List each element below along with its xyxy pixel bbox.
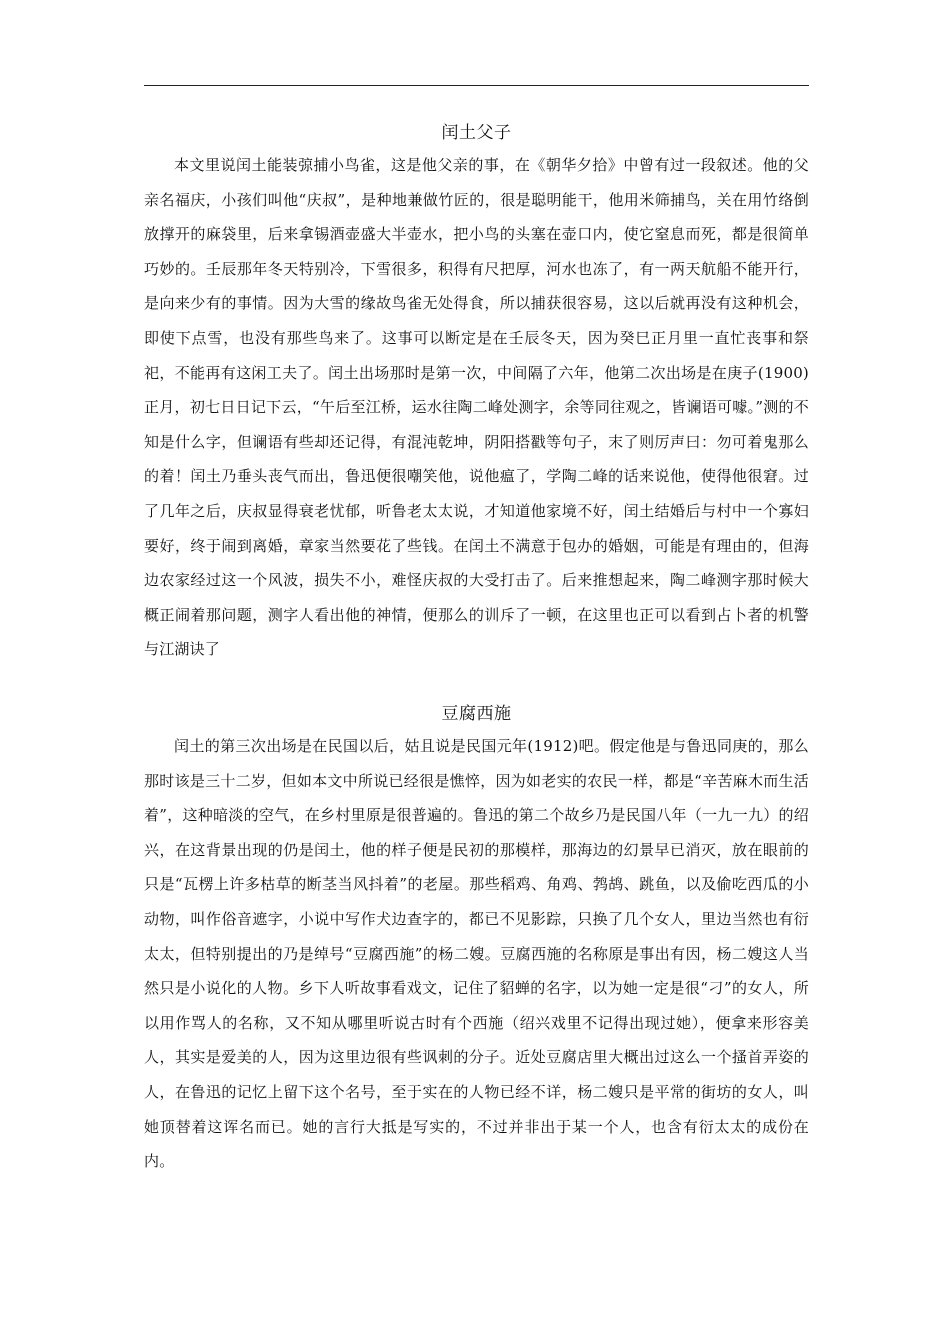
- section-paragraph: 闰土的第三次出场是在民国以后，姑且说是民国元年(1912)吧。假定他是与鲁迅同庚的，那么那时该是三十二岁，但如本文中所说已经很是憔悴，因为如老实的农民一样，都是“辛苦麻木而生活着”，这种暗淡的空气，在乡村里原是很普遍的。鲁迅的第二个故乡乃是民国八年（一九一九）的绍兴，在这背景出现的仍是闰土，他的样子便是民初的那模样，那海边的幻景早已消灭，放在眼前的只是“瓦楞上许多枯草的断茎当风抖着”的老屋。那些稻鸡、角鸡、鹁鸪、跳鱼，以及偷吃西瓜的小动物，叫作俗音遮字，小说中写作犬边查字的，都已不见影踪，只换了几个女人，里边当然也有衍太太，但特别提出的乃是绰号“豆腐西施”的杨二嫂。豆腐西施的名称原是事出有因，杨二嫂这人当然只是小说化的人物。乡下人听故事看戏文，记住了貂蝉的名字，以为她一定是很“刁”的女人，所以用作骂人的名称，又不知从哪里听说古时有个西施（绍兴戏里不记得出现过她），便拿来形容美人，其实是爱美的人，因为这里边很有些讽刺的分子。近处豆腐店里大概出过这么一个搔首弄姿的人，在鲁迅的记忆上留下这个名号，至于实在的人物已经不详，杨二嫂只是平常的街坊的女人，叫她顶替着这诨名而已。她的言行大抵是写实的，不过并非出于某一个人，也含有衍太太的成份在内。: [144, 737, 809, 1171]
- section-title: 豆腐西施: [441, 704, 512, 724]
- document-page: [144, 0, 809, 1344]
- section-runtu-father-son: [144, 118, 809, 667]
- header-rule: [144, 85, 809, 86]
- section-tofu-xishi: [144, 699, 809, 1179]
- section-title: 闰土父子: [441, 123, 512, 143]
- section-paragraph: 本文里说闰土能装弶捕小鸟雀，这是他父亲的事，在《朝华夕拾》中曾有过一段叙述。他的父亲名福庆，小孩们叫他“庆叔”，是种地兼做竹匠的，很是聪明能干，他用米筛捕鸟，关在用竹络倒放撑开的麻袋里，后来拿锡酒壶盛大半壶水，把小鸟的头塞在壶口内，使它窒息而死，都是很简单巧妙的。壬辰那年冬天特别冷，下雪很多，积得有尺把厚，河水也冻了，有一两天航船不能开行，是向来少有的事情。因为大雪的缘故鸟雀无处得食，所以捕获很容易，这以后就再没有这种机会，即使下点雪，也没有那些鸟来了。这事可以断定是在壬辰冬天，因为癸巳正月里一直忙丧事和祭祀，不能再有这闲工夫了。闰土出场那时是第一次，中间隔了六年，他第二次出场是在庚子(1900)正月，初七日日记下云，“午后至江桥，运水往陶二峰处测字，余等同往观之，皆谰语可噱。”测的不知是什么字，但谰语有些却还记得，有混沌乾坤，阴阳搭戳等句子，末了则厉声曰：勿可着鬼那么的着！闰土乃垂头丧气而出，鲁迅便很嘲笑他，说他瘟了，学陶二峰的话来说他，使得他很窘。过了几年之后，庆叔显得衰老忧郁，听鲁老太太说，才知道他家境不好，闰土结婚后与村中一个寡妇要好，终于闹到离婚，章家当然要花了些钱。在闰土不满意于包办的婚姻，可能是有理由的，但海边农家经过这一个风波，损失不小，难怪庆叔的大受打击了。后来推想起来，陶二峰测字那时候大概正闹着那问题，测字人看出他的神情，便那么的训斥了一顿，在这里也正可以看到占卜者的机警与江湖诀了: [144, 156, 809, 659]
